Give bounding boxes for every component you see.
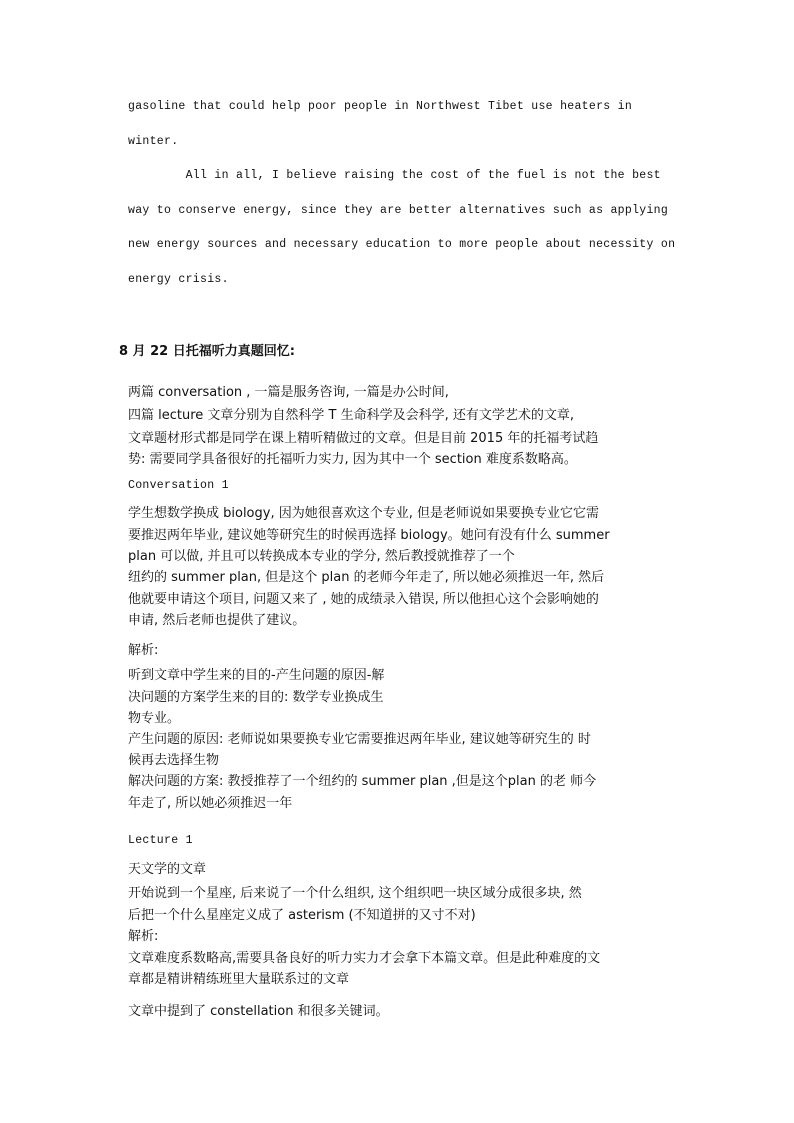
conversation-line: plan 可以做, 并且可以转换成本专业的学分, 然后教授就推荐了一个 — [128, 549, 515, 564]
analysis-line: 物专业。 — [128, 711, 181, 726]
essay-line: winter. — [128, 135, 179, 148]
essay-line: energy crisis. — [128, 273, 229, 286]
intro-line: 两篇 conversation , 一篇是服务咨询, 一篇是办公时间, — [128, 385, 449, 400]
conversation-line: 他就要申请这个项目, 问题又来了 , 她的成绩录入错误, 所以他担心这个会影响她的 — [128, 592, 599, 607]
lecture-line: 文章难度系数略高,需要具备良好的听力实力才会拿下本篇文章。但是此种难度的文 — [128, 951, 601, 966]
intro-line: 势: 需要同学具备很好的托福听力实力, 因为其中一个 section 难度系数略高。 — [128, 452, 577, 467]
lecture-line: 天文学的文章 — [128, 862, 207, 877]
lecture-line: 后把一个什么星座定义成了 asterism (不知道拼的又寸不对) — [128, 908, 476, 923]
intro-line: 文章题材形式都是同学在课上精听精做过的文章。但是目前 2015 年的托福考试趋 — [128, 431, 599, 446]
essay-line: way to conserve energy, since they are better alternatives such as applying — [128, 204, 669, 217]
section-heading: 8 月 22 日托福听力真题回忆: — [119, 344, 295, 359]
conversation-line: 纽约的 summer plan, 但是这个 plan 的老师今年走了, 所以她必须推迟一年, 然后 — [128, 570, 605, 585]
intro-line: 四篇 lecture 文章分别为自然科学 T 生命科学及会科学, 还有文学艺术的文章, — [128, 408, 575, 423]
conversation-title: Conversation 1 — [128, 479, 229, 492]
lecture-title: Lecture 1 — [128, 834, 193, 847]
lecture-line: 开始说到一个星座, 后来说了一个什么组织, 这个组织吧一块区域分成很多块, 然 — [128, 886, 582, 901]
conversation-line: 学生想数学换成 biology, 因为她很喜欢这个专业, 但是老师说如果要换专业它它需 — [128, 506, 599, 521]
analysis-line: 决问题的方案学生来的目的: 数学专业换成生 — [128, 690, 384, 705]
analysis-line: 听到文章中学生来的目的-产生问题的原因-解 — [128, 668, 385, 683]
essay-line: All in all, I believe raising the cost of the fuel is not the best — [128, 169, 661, 182]
analysis-line: 产生问题的原因: 老师说如果要换专业它需要推迟两年毕业, 建议她等研究生的 时 — [128, 732, 591, 747]
analysis-line: 解决问题的方案: 教授推荐了一个纽约的 summer plan ,但是这个plan 的老 师今 — [128, 774, 597, 789]
conversation-line: 申请, 然后老师也提供了建议。 — [128, 613, 306, 628]
essay-line: gasoline that could help poor people in Northwest Tibet use heaters in — [128, 100, 633, 113]
lecture-line: 章都是精讲精练班里大量联系过的文章 — [128, 972, 350, 987]
essay-line: new energy sources and necessary education to more people about necessity on — [128, 238, 676, 251]
analysis-line: 年走了, 所以她必须推迟一年 — [128, 796, 293, 811]
conversation-line: 要推迟两年毕业, 建议她等研究生的时候再选择 biology。她问有没有什么 summer — [128, 528, 610, 543]
lecture-line: 解析: — [128, 929, 159, 944]
lecture-line: 文章中提到了 constellation 和很多关键词。 — [128, 1004, 389, 1019]
analysis-line: 候再去选择生物 — [128, 753, 220, 768]
analysis-label: 解析: — [128, 643, 159, 658]
